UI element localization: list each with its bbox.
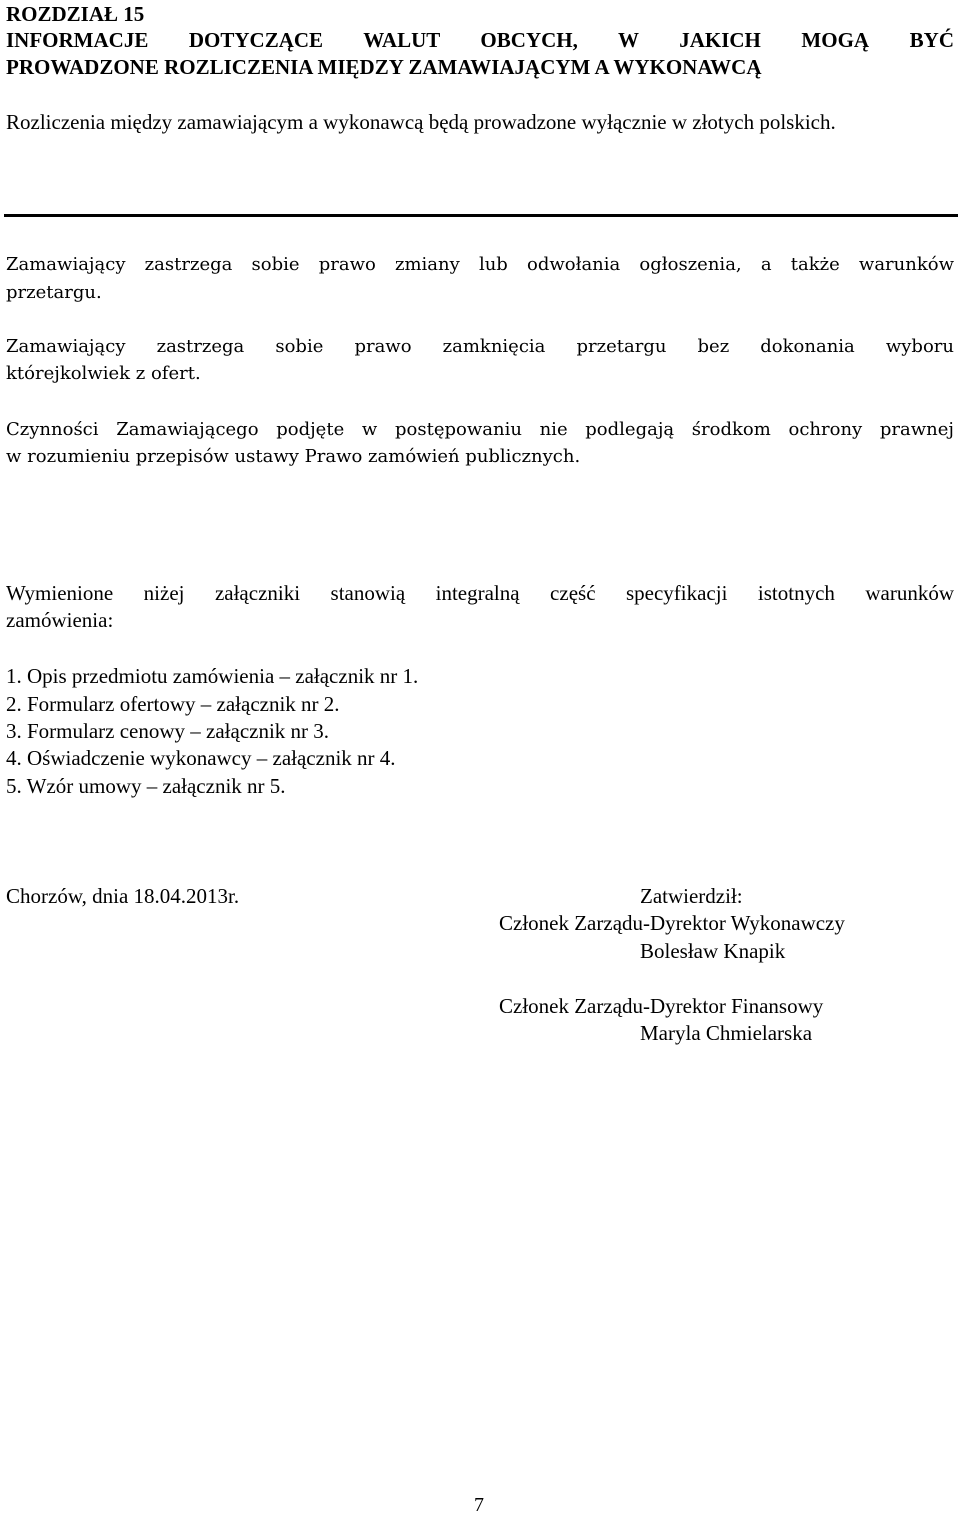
signatory-2-name: Maryla Chmielarska <box>640 1021 813 1045</box>
clause-3-line-2: w rozumieniu przepisów ustawy Prawo zamówień publicznych. <box>6 446 581 467</box>
attachments-intro-line-2: zamówienia: <box>6 608 114 632</box>
attachments-intro-line-1: Wymienione niżej załączniki stanowią integralną część specyfikacji istotnych warunków <box>6 581 954 605</box>
horizontal-rule <box>4 214 958 217</box>
attachment-item: 5. Wzór umowy – załącznik nr 5. <box>6 774 286 798</box>
signatory-2-role: Członek Zarządu-Dyrektor Finansowy <box>499 994 824 1018</box>
place-date: Chorzów, dnia 18.04.2013r. <box>6 884 240 908</box>
chapter-title-line-1: INFORMACJE DOTYCZĄCE WALUT OBCYCH, W JAKICH MOGĄ BYĆ <box>6 28 954 52</box>
attachment-item: 4. Oświadczenie wykonawcy – załącznik nr 4. <box>6 746 396 770</box>
clause-1-line-1: Zamawiający zastrzega sobie prawo zmiany lub odwołania ogłoszenia, a także warunków <box>6 254 954 275</box>
clause-3-line-1: Czynności Zamawiającego podjęte w postępowaniu nie podlegają środkom ochrony prawnej <box>6 419 954 440</box>
clause-2-line-2: którejkolwiek z ofert. <box>6 363 201 384</box>
clause-1-line-2: przetargu. <box>6 282 102 303</box>
page-number: 7 <box>474 1494 484 1516</box>
attachment-item: 1. Opis przedmiotu zamówienia – załącznik nr 1. <box>6 664 419 688</box>
approval-label: Zatwierdził: <box>640 884 743 908</box>
attachment-item: 2. Formularz ofertowy – załącznik nr 2. <box>6 692 340 716</box>
chapter-number: ROZDZIAŁ 15 <box>6 2 145 26</box>
attachment-item: 3. Formularz cenowy – załącznik nr 3. <box>6 719 330 743</box>
chapter-title-line-2: PROWADZONE ROZLICZENIA MIĘDZY ZAMAWIAJĄCYM A WYKONAWCĄ <box>6 55 762 79</box>
settlement-text: Rozliczenia między zamawiającym a wykonawcą będą prowadzone wyłącznie w złotych polskich. <box>6 110 836 134</box>
signatory-1-role: Członek Zarządu-Dyrektor Wykonawczy <box>499 911 845 935</box>
signatory-1-name: Bolesław Knapik <box>640 939 786 963</box>
clause-2-line-1: Zamawiający zastrzega sobie prawo zamknięcia przetargu bez dokonania wyboru <box>6 336 954 357</box>
